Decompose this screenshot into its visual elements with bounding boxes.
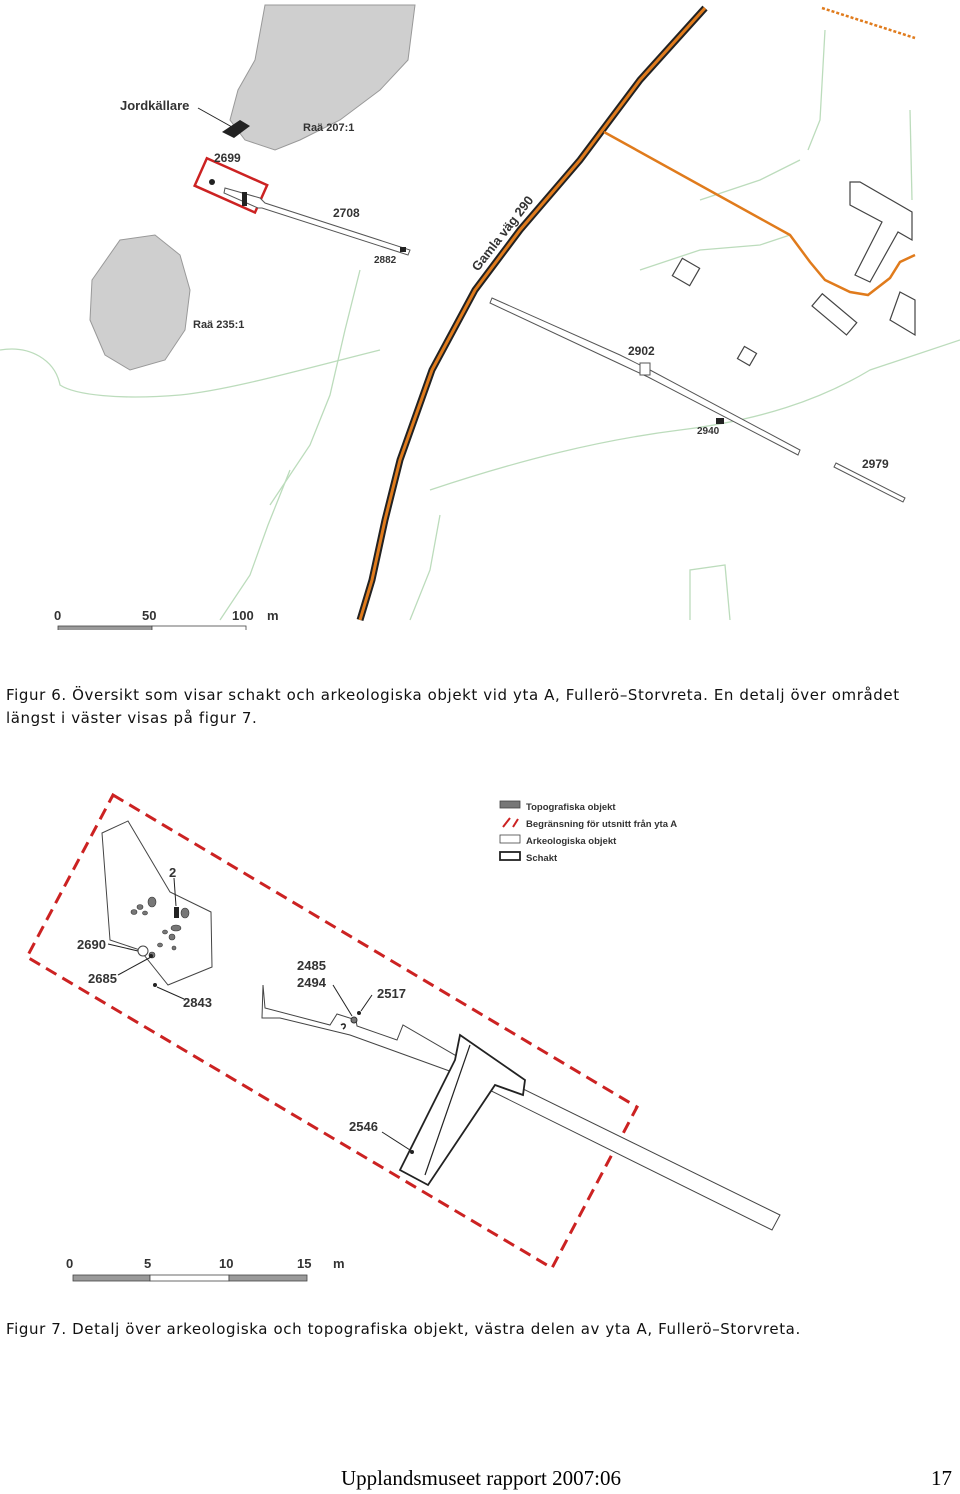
scale-unit: m bbox=[267, 608, 279, 623]
label-2699: 2699 bbox=[214, 151, 241, 165]
feature-marker-2 bbox=[174, 907, 179, 918]
scale-bar bbox=[54, 608, 279, 630]
feature-2485 bbox=[351, 1017, 357, 1023]
scale-tick-0: 0 bbox=[54, 608, 62, 623]
legend-swatch-schakt bbox=[500, 852, 520, 860]
label-2517: 2517 bbox=[377, 986, 406, 1001]
trench-2708 bbox=[224, 188, 410, 255]
trench-marker bbox=[242, 192, 247, 206]
legend-topo: Topografiska objekt bbox=[526, 802, 616, 813]
trench-2902 bbox=[490, 298, 800, 455]
feature-2685 bbox=[149, 954, 153, 958]
legend-schakt: Schakt bbox=[526, 853, 558, 864]
label-2940: 2940 bbox=[697, 426, 720, 437]
feature-2517 bbox=[357, 1011, 361, 1015]
scale-tick-5: 5 bbox=[144, 1256, 152, 1271]
scale-tick-50: 50 bbox=[142, 608, 157, 623]
feature-2546 bbox=[410, 1150, 414, 1154]
legend-swatch-arch bbox=[500, 835, 520, 843]
legend-boundary: Begränsning för utsnitt från yta A bbox=[526, 819, 678, 830]
label-2494: 2494 bbox=[297, 975, 326, 990]
label-2546: 2546 bbox=[349, 1119, 378, 1134]
page-number: 17 bbox=[931, 1466, 952, 1490]
legend-arch: Arkeologiska objekt bbox=[526, 836, 617, 847]
object-marker bbox=[400, 247, 406, 252]
feature-2843 bbox=[153, 983, 157, 987]
legend bbox=[500, 801, 677, 864]
scale-tick-10: 10 bbox=[219, 1256, 234, 1271]
label-2882: 2882 bbox=[374, 255, 397, 266]
label-raa207: Raä 207:1 bbox=[303, 122, 355, 134]
detail-map bbox=[0, 770, 960, 1290]
trench-node bbox=[640, 363, 650, 375]
label-2979: 2979 bbox=[862, 457, 889, 471]
scale-tick-0: 0 bbox=[66, 1256, 74, 1271]
label-2: 2 bbox=[169, 865, 177, 880]
label-2902: 2902 bbox=[628, 344, 655, 358]
scale-tick-15: 15 bbox=[297, 1256, 312, 1271]
object-marker bbox=[209, 179, 215, 185]
report-footer: Upplandsmuseet rapport 2007:06 bbox=[341, 1466, 621, 1490]
legend-swatch-topo bbox=[500, 801, 520, 808]
label-2843: 2843 bbox=[183, 995, 212, 1010]
label-raa235: Raä 235:1 bbox=[193, 319, 245, 331]
buildings bbox=[672, 182, 915, 366]
figure6-caption: Figur 6. Översikt som visar schakt och arkeologiska objekt vid yta A, Fullerö–Storvreta. En detalj över området längst i väster visas på figur 7. bbox=[6, 686, 900, 727]
overview-map bbox=[0, 0, 960, 630]
object-marker bbox=[716, 418, 724, 424]
legend-swatch-boundary bbox=[503, 818, 518, 827]
label-2690: 2690 bbox=[77, 937, 106, 952]
figure7-caption: Figur 7. Detalj över arkeologiska och topografiska objekt, västra delen av yta A, Fullerö–Storvreta. bbox=[6, 1320, 801, 1338]
scale-unit: m bbox=[333, 1256, 345, 1271]
label-2485: 2485 bbox=[297, 958, 326, 973]
label-2708: 2708 bbox=[333, 206, 360, 220]
orange-dotted-line bbox=[822, 8, 915, 38]
label-road: Gamla väg 290 bbox=[468, 192, 537, 274]
label-jordkallare: Jordkällare bbox=[120, 98, 190, 113]
topographic-area-raa235 bbox=[90, 235, 190, 370]
scale-tick-100: 100 bbox=[232, 608, 254, 623]
scale-bar-detail bbox=[66, 1256, 345, 1281]
feature-2690 bbox=[138, 946, 148, 956]
road-gamla-vag bbox=[360, 8, 705, 620]
label-2685: 2685 bbox=[88, 971, 117, 986]
trench-main bbox=[262, 985, 780, 1230]
